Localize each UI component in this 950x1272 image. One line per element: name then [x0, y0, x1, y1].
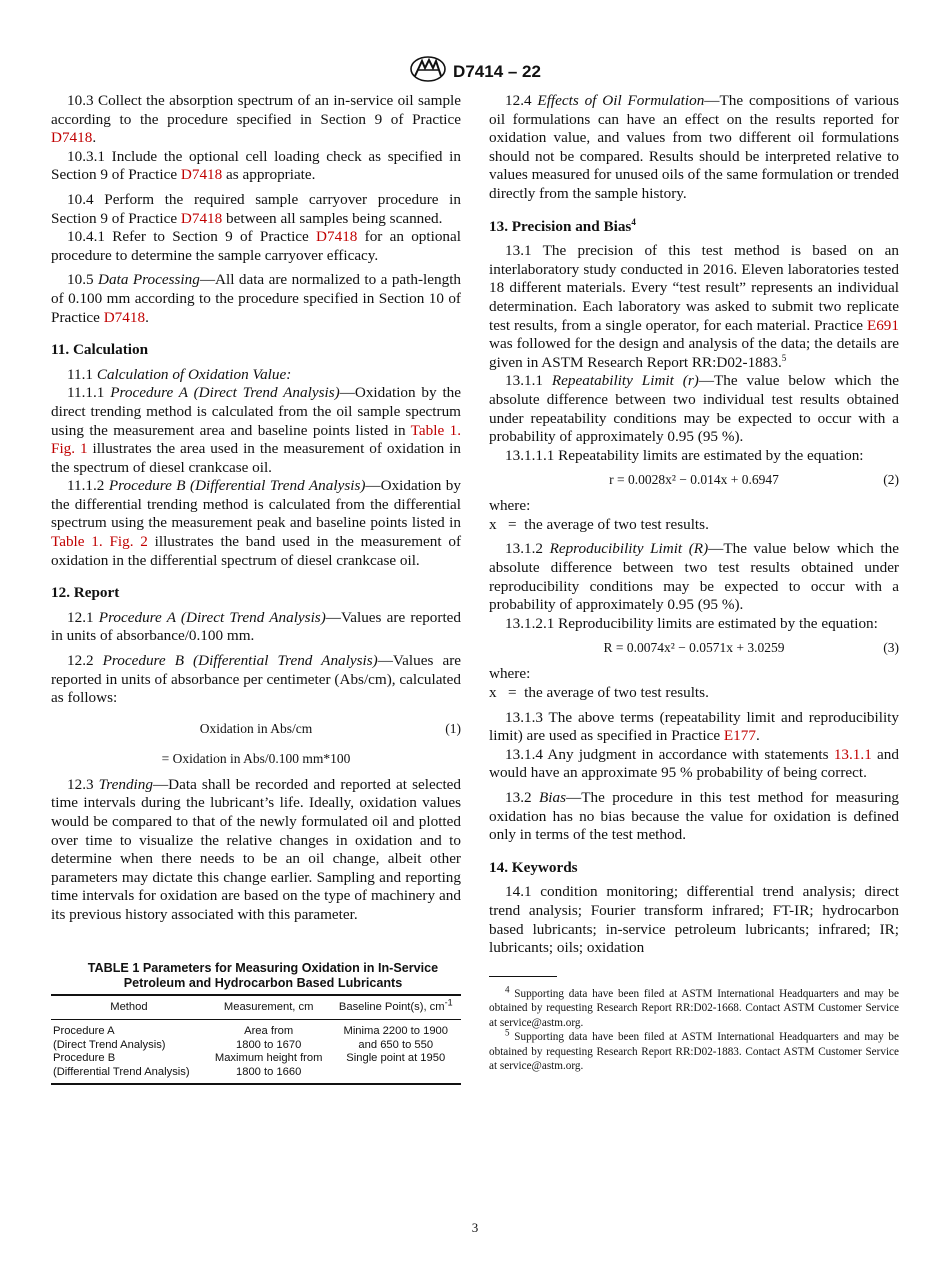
paragraph-13-1: 13.1 The precision of this test method is based on an interlaboratory study conducted in 2016. Eleven laboratories tested 18 different materials. Every “test result” represents an individual determination. Each laboratory was asked to submit two replicate test results, from a single operator, for each material. Practice E691 was followed for the design and analysis of the data; the details are given in ASTM Research Report RR:D02-1883.$^5$: [489, 242, 899, 371]
link-d7418[interactable]: D7418: [316, 228, 358, 246]
page-number: 3: [471, 1220, 479, 1235]
column-header: Method: [110, 1000, 148, 1013]
footnote-divider: [489, 976, 557, 977]
link-table1-fig1[interactable]: Table 1. Fig. 1: [51, 421, 461, 458]
section-heading-13: 13. Precision and Bias$^4$: [489, 216, 636, 235]
paragraph-12-3: 12.3 Trending—Data shall be recorded and reported at selected time intervals during the lubricant’s life. Ideally, oxidation values would be compared to that of the newly formulated oil and plotted over time to visualize the relative changes in oxidation and to determine when there needs to be an oil change, albeit other parameters may dictate this change earlier. Sampling and reporting time intervals for oxidation are based on the type of machinery and its previous history associated with this parameter.: [51, 775, 462, 923]
table-1-title: TABLE 1 Parameters for Measuring Oxidation in In-Service Petroleum and Hydrocarbon Based Lubricants: [87, 960, 439, 990]
paragraph-10-3: 10.3 Collect the absorption spectrum of an in-service oil sample according to the procedure specified in Section 9 of Practice D7418.: [51, 92, 461, 147]
table-row: Procedure A Area from Minima 2200 to 1900: [53, 1025, 448, 1038]
equation-1-number: (1): [445, 720, 461, 736]
paragraph-13-1-4: 13.1.4 Any judgment in accordance with statements 13.1.1 and would have an approximate 95 % probability of being correct.: [489, 745, 899, 782]
where-label: where:: [489, 665, 531, 683]
equation-1-continued: [51, 750, 461, 770]
paragraph-12-4: 12.4 Effects of Oil Formulation—The compositions of various oil formulations can have an effect on the results reported for oxidation value, and values from two different oil formulations should not be compared. Results should be interpreted relative to values measured for unused oils of the same formulation or trended directly from the sample history.: [489, 92, 899, 202]
table-row: (Differential Trend Analysis) 1800 to 1660: [51, 1066, 461, 1085]
link-d7418[interactable]: D7418: [103, 308, 146, 326]
paragraph-13-1-2-1: 13.1.2.1 Reproducibility limits are estimated by the equation:: [505, 614, 878, 632]
paragraph-13-1-1-1: 13.1.1.1 Repeatability limits are estimated by the equation:: [505, 446, 864, 464]
document-number: D7414 – 22: [453, 61, 541, 81]
footnote-4: $^4$ Supporting data have been filed at ASTM International Headquarters and may be obtained by requesting Research Report RR:D02-1668. Contact ASTM Customer Service at service@astm.org.: [489, 984, 899, 1029]
equation-3-expression: R = 0.0074x² − 0.0571x + 3.0259: [603, 640, 785, 656]
section-heading-11: 11. Calculation: [51, 341, 149, 359]
paragraph-14-1: 14.1 condition monitoring; differential trend analysis; direct trend analysis; Fourier transform infrared; FT-IR; hydrocarbon based lubricants; in-service petroleum lubricants; infrared; IR; lubricants; oils; oxidation: [489, 883, 899, 957]
equation-2-number: (2): [883, 472, 899, 488]
paragraph-11-1-1: 11.1.1 Procedure A (Direct Trend Analysis)—Oxidation by the direct trending method is calculated from the oil sample spectrum using the measurement area and baseline points listed in Table 1. Fig. 1 illustrates the area used in the measurement of oxidation in the spectrum of diesel crankcase oil.: [51, 384, 461, 476]
paragraph-12-2: 12.2 Procedure B (Differential Trend Analysis)—Values are reported in units of absorbance per centimeter (Abs/cm), calculated as follows:: [51, 652, 461, 707]
link-table1-fig2[interactable]: Table 1. Fig. 2: [51, 533, 148, 551]
equation-3-number: (3): [883, 640, 899, 656]
paragraph-13-2: 13.2 Bias—The procedure in this test method for measuring oxidation has no bias because the value for oxidation is defined only in terms of the test method.: [489, 789, 900, 844]
astm-logo-icon: [409, 56, 447, 87]
equation-1-line2: = Oxidation in Abs/0.100 mm*100: [161, 750, 351, 766]
variable-definition: x = the average of two test results.: [489, 684, 709, 702]
paragraph-11-1-2: 11.1.2 Procedure B (Differential Trend Analysis)—Oxidation by the differential trending method is calculated from the differential spectrum using the measurement peak and baseline points listed in Table 1. Fig. 2 illustrates the band used in the measurement of oxidation in the differential spectrum of diesel crankcase oil.: [51, 477, 461, 569]
paragraph-11-1: 11.1 Calculation of Oxidation Value:: [67, 365, 292, 383]
where-label: where:: [489, 497, 531, 515]
section-heading-12: 12. Report: [51, 584, 120, 602]
paragraph-13-1-2: 13.1.2 Reproducibility Limit (R)—The value below which the absolute difference between two test results obtained under reproducibility conditions may be expected to occur with a probability of approximately 0.95 (95 %).: [489, 540, 899, 614]
table-header-row: [51, 995, 461, 1020]
paragraph-13-1-3: 13.1.3 The above terms (repeatability limit and reproducibility limit) are used as specified in Practice E177.: [489, 708, 899, 745]
equation-2-expression: r = 0.0028x² − 0.014x + 0.6947: [609, 472, 779, 488]
column-header: Baseline Point(s), $cm^{-1}$: [338, 996, 453, 1013]
paragraph-10-4: 10.4 Perform the required sample carryover procedure in Section 9 of Practice D7418 between all samples being scanned.: [51, 190, 461, 227]
link-d7418[interactable]: D7418: [180, 209, 223, 227]
paragraph-10-5: 10.5 Data Processing—All data are normalized to a path-length of 0.100 mm according to the procedure specified in Section 10 of Practice D7418.: [51, 271, 462, 326]
link-d7418[interactable]: D7418: [180, 166, 223, 184]
equation-2: [489, 471, 899, 491]
table-row: Procedure B Maximum height from Single point at 1950: [53, 1052, 446, 1065]
page-header: [0, 56, 950, 87]
section-heading-14: 14. Keywords: [489, 858, 578, 876]
link-d7418[interactable]: D7418: [51, 129, 93, 147]
table-row: (Direct Trend Analysis) 1800 to 1670 and 650 to 550: [53, 1038, 434, 1051]
paragraph-13-1-1: 13.1.1 Repeatability Limit (r)—The value below which the absolute difference between two individual test results obtained under repeatability conditions may be expected to occur with a probability of approximately 0.95 (95 %).: [489, 372, 899, 446]
table-1: [51, 994, 461, 1086]
paragraph-10-3-1: 10.3.1 Include the optional cell loading check as specified in Section 9 of Practice D7418 as appropriate.: [51, 147, 461, 184]
equation-1-line1: Oxidation in Abs/cm: [199, 720, 313, 736]
equation-1: [51, 720, 461, 740]
link-e691[interactable]: E691: [866, 316, 899, 334]
paragraph-12-1: 12.1 Procedure A (Direct Trend Analysis)—Values are reported in units of absorbance/0.100 mm.: [51, 608, 461, 645]
link-13-1-1[interactable]: 13.1.1: [833, 745, 872, 763]
left-column: [51, 92, 461, 1085]
right-column: [489, 92, 899, 1074]
variable-definition: x = the average of two test results.: [489, 515, 709, 533]
paragraph-10-4-1: 10.4.1 Refer to Section 9 of Practice D7418 for an optional procedure to determine the sample carryover efficacy.: [51, 228, 461, 264]
link-e177[interactable]: E177: [723, 727, 756, 745]
equation-3: [489, 639, 899, 659]
column-header: Measurement, cm: [223, 1000, 314, 1013]
footnote-5: $^5$ Supporting data have been filed at ASTM International Headquarters and may be obtained by requesting Research Report RR:D02-1883. Contact ASTM Customer Service at service@astm.org.: [489, 1027, 899, 1073]
